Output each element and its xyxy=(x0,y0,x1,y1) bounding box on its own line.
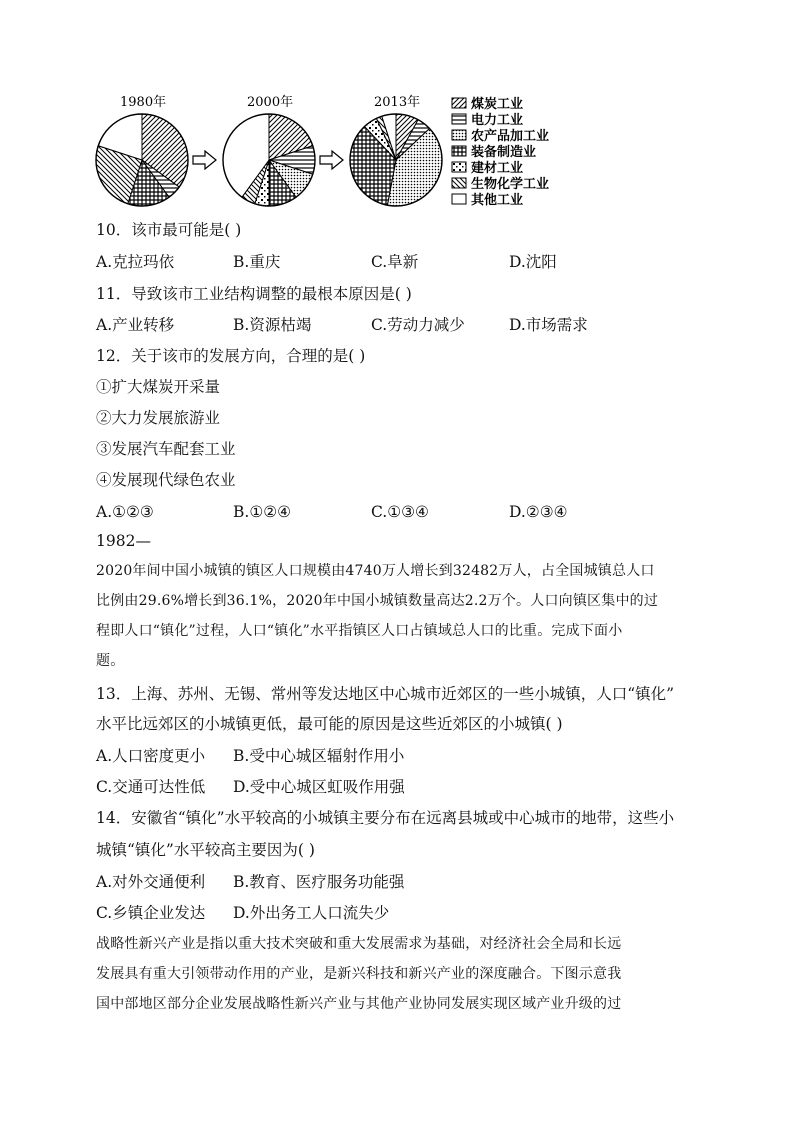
legend-swatch xyxy=(452,146,466,156)
option-c[interactable]: C.阜新 xyxy=(371,253,419,271)
chart-legend xyxy=(452,96,549,208)
option-a[interactable]: A.产业转移 xyxy=(96,316,175,334)
question-14-stem: 14．安徽省“镇化”水平较高的小城镇主要分布在远离县城或中心城市的地带，这些小 xyxy=(96,809,675,827)
question-10-stem: 10．该市最可能是( ) xyxy=(96,221,242,239)
year-label-1980: 1980年 xyxy=(120,95,167,110)
option-d[interactable]: D.外出务工人口流失少 xyxy=(233,904,390,922)
option-a[interactable]: A.对外交通便利 xyxy=(96,873,206,891)
passage-2-line: 战略性新兴产业是指以重大技术突破和重大发展需求为基础，对经济社会全局和长远 xyxy=(96,936,622,952)
option-a[interactable]: A.人口密度更小 xyxy=(96,747,206,765)
legend-swatch xyxy=(452,98,466,108)
passage-2-line: 发展具有重大引领带动作用的产业，是新兴科技和新兴产业的深度融合。下图示意我 xyxy=(96,966,622,982)
question-11-stem: 11．导致该市工业结构调整的最根本原因是( ) xyxy=(96,285,412,303)
passage-1-line: 1982— xyxy=(96,532,151,550)
question-13-stem: 13．上海、苏州、无锡、常州等发达地区中心城市近郊区的一些小城镇，人口“镇化” xyxy=(96,685,675,703)
year-label-2000: 2000年 xyxy=(247,95,294,110)
legend-label: 煤炭工业 xyxy=(471,97,524,112)
option-a[interactable]: A.①②③ xyxy=(96,503,154,521)
statement-item: ③发展汽车配套工业 xyxy=(96,440,236,458)
option-b[interactable]: B.教育、医疗服务功能强 xyxy=(233,873,405,891)
passage-1-line: 题。 xyxy=(96,653,125,669)
option-d[interactable]: D.受中心城区虹吸作用强 xyxy=(233,778,405,796)
option-c[interactable]: C.交通可达性低 xyxy=(96,778,206,796)
passage-2-line: 国中部地区部分企业发展战略性新兴产业与其他产业协同发展实现区域产业升级的过 xyxy=(96,996,622,1012)
pie-chart-2000 xyxy=(223,114,315,206)
question-13-stem: 水平比远郊区的小城镇更低，最可能的原因是这些近郊区的小城镇( ) xyxy=(96,715,563,733)
legend-label: 装备制造业 xyxy=(471,145,537,160)
statement-item: ①扩大煤炭开采量 xyxy=(96,378,221,396)
option-a[interactable]: A.克拉玛依 xyxy=(96,253,175,271)
legend-swatch xyxy=(452,130,466,140)
legend-label: 电力工业 xyxy=(471,113,524,128)
industry-structure-figure xyxy=(92,90,572,214)
legend-label: 农产品加工业 xyxy=(471,129,550,144)
legend-swatch xyxy=(452,178,466,188)
legend-swatch xyxy=(452,162,466,172)
option-c[interactable]: C.①③④ xyxy=(371,503,429,521)
legend-swatch xyxy=(452,194,466,204)
arrow-icon xyxy=(320,151,343,169)
option-d[interactable]: D.市场需求 xyxy=(509,316,588,334)
passage-1-line: 程即人口“镇化”过程，人口“镇化”水平指镇区人口占镇域总人口的比重。完成下面小 xyxy=(96,623,623,639)
option-d[interactable]: D.②③④ xyxy=(509,503,568,521)
legend-label: 生物化学工业 xyxy=(471,177,550,192)
option-b[interactable]: B.重庆 xyxy=(233,253,281,271)
option-c[interactable]: C.乡镇企业发达 xyxy=(96,904,206,922)
question-14-stem: 城镇“镇化”水平较高主要因为( ) xyxy=(96,841,315,859)
legend-label: 建材工业 xyxy=(471,161,524,176)
option-b[interactable]: B.资源枯竭 xyxy=(233,316,312,334)
statement-item: ④发展现代绿色农业 xyxy=(96,471,236,489)
option-b[interactable]: B.①②④ xyxy=(233,503,292,521)
question-12-stem: 12．关于该市的发展方向，合理的是( ) xyxy=(96,347,366,365)
option-d[interactable]: D.沈阳 xyxy=(509,253,557,271)
pie-chart-2013 xyxy=(350,114,442,206)
year-label-2013: 2013年 xyxy=(374,95,421,110)
legend-label: 其他工业 xyxy=(471,193,524,208)
statement-item: ②大力发展旅游业 xyxy=(96,409,221,427)
arrow-icon xyxy=(193,151,216,169)
passage-1-line: 比例由29.6%增长到36.1%，2020年中国小城镇数量高达2.2万个。人口向镇区集中的过 xyxy=(96,593,659,609)
passage-1-line: 2020年间中国小城镇的镇区人口规模由4740万人增长到32482万人，占全国城镇总人口 xyxy=(96,563,655,579)
pie-chart-1980 xyxy=(96,114,188,206)
option-c[interactable]: C.劳动力减少 xyxy=(371,316,465,334)
option-b[interactable]: B.受中心城区辐射作用小 xyxy=(233,747,405,765)
legend-swatch xyxy=(452,114,466,124)
